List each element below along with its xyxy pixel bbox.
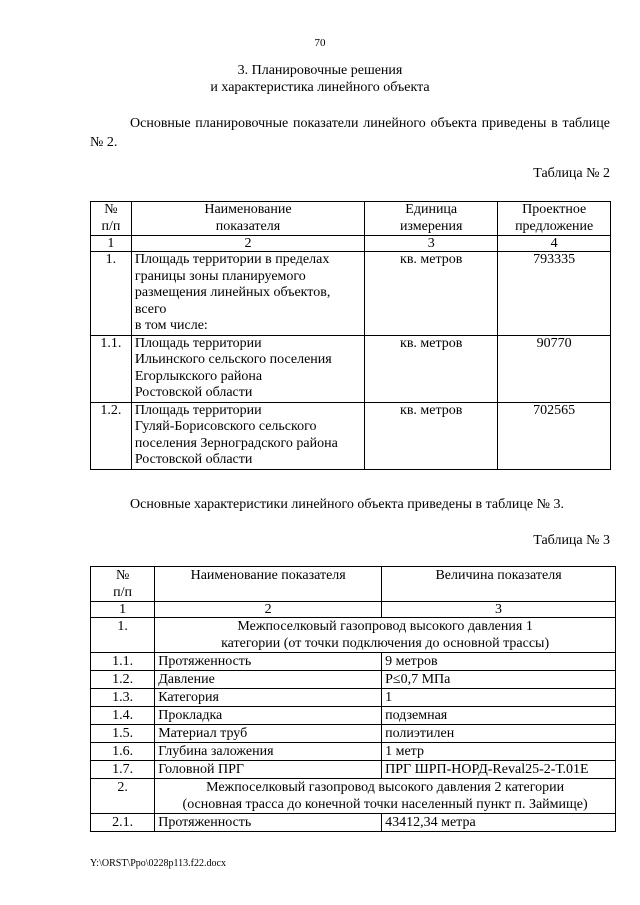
row-num: 1.: [91, 252, 132, 336]
row-unit: кв. метров: [365, 252, 498, 336]
table-row: [91, 402, 611, 469]
heading-line-2: и характеристика линейного объекта: [210, 80, 430, 95]
table2-header-name: [131, 202, 364, 236]
column-number: 3: [365, 236, 498, 252]
row-name: Головной ПРГ: [155, 761, 382, 779]
row-num: 1.3.: [91, 689, 155, 707]
section-row: [91, 779, 616, 814]
row-name-line: в том числе:: [134, 318, 208, 333]
column-number: 1: [91, 236, 132, 252]
section-title-line: Межпоселковый газопровод высокого давления 1: [237, 619, 533, 634]
row-name: Прокладка: [155, 707, 382, 725]
heading-line-1: 3. Планировочные решения: [237, 63, 403, 78]
row-value: 1: [382, 689, 616, 707]
section-heading: [0, 62, 640, 96]
table-row: [91, 707, 616, 725]
column-number: 1: [91, 602, 155, 618]
table3-header-name: Наименование показателя: [155, 567, 382, 602]
row-value: 43412,34 метра: [382, 814, 616, 832]
section-title: [155, 618, 616, 653]
table3-header-num: [91, 567, 155, 602]
row-name-line: Площадь территории в пределах: [134, 252, 330, 267]
header-text: Проектное: [522, 202, 587, 217]
row-value: 9 метров: [382, 653, 616, 671]
header-text: №: [104, 202, 118, 217]
table-row: [91, 335, 611, 402]
row-value: 1 метр: [382, 743, 616, 761]
row-name: Материал труб: [155, 725, 382, 743]
row-value: подземная: [382, 707, 616, 725]
table-row: [91, 252, 611, 336]
row-num: 1.6.: [91, 743, 155, 761]
header-text: п/п: [101, 218, 121, 234]
row-name: Глубина заложения: [155, 743, 382, 761]
row-name-line: Ростовской области: [134, 452, 253, 467]
row-value: Р≤0,7 МПа: [382, 671, 616, 689]
row-name-line: размещения линейных объектов,: [134, 285, 331, 300]
row-num: 1.1.: [91, 653, 155, 671]
table2-header-row: [91, 202, 611, 236]
section-num: 2.: [91, 779, 155, 814]
row-name-line: Площадь территории: [134, 335, 262, 351]
row-name-line: Ростовской области: [134, 385, 253, 400]
row-name-line: Егорлыкского района: [134, 368, 263, 384]
row-num: 1.5.: [91, 725, 155, 743]
table2-header-unit: [365, 202, 498, 236]
column-number: 4: [498, 236, 611, 252]
row-value: 90770: [498, 335, 611, 402]
row-name: Категория: [155, 689, 382, 707]
column-number: 2: [131, 236, 364, 252]
header-text: п/п: [113, 585, 133, 600]
row-name: Протяженность: [155, 653, 382, 671]
row-unit: кв. метров: [365, 402, 498, 469]
section-title-line: категории (от точки подключения до основной трассы): [221, 636, 550, 651]
table2-caption: Таблица № 2: [533, 166, 610, 181]
column-number: 3: [382, 602, 616, 618]
table2-column-numbers: [91, 236, 611, 252]
table-row: [91, 653, 616, 671]
header-text: измерения: [399, 218, 463, 234]
row-name-line: всего: [134, 301, 167, 317]
table2-header-value: [498, 202, 611, 236]
section-num: 1.: [91, 618, 155, 653]
header-text: предложение: [515, 218, 594, 234]
row-name: [131, 402, 364, 469]
header-text: показателя: [215, 218, 281, 234]
intro-paragraph: Основные планировочные показатели линейного объекта приведены в таблице № 2.: [90, 116, 610, 150]
second-paragraph: Основные характеристики линейного объекта приведены в таблице № 3.: [130, 497, 564, 512]
header-text: Наименование: [204, 202, 292, 217]
row-num: 1.7.: [91, 761, 155, 779]
row-num: 2.1.: [91, 814, 155, 832]
row-value: 702565: [498, 402, 611, 469]
section-title: [155, 779, 616, 814]
row-value: 793335: [498, 252, 611, 336]
header-text: №: [115, 568, 130, 583]
row-num: 1.1.: [91, 335, 132, 402]
table-planning-indicators: [90, 201, 611, 470]
section-title-line: Межпоселковый газопровод высокого давления 2 категории: [206, 780, 565, 795]
row-name-line: Площадь территории: [134, 402, 262, 418]
table-row: [91, 725, 616, 743]
section-row: [91, 618, 616, 653]
section-title-line: (основная трасса до конечной точки населенный пункт п. Займище): [182, 797, 588, 812]
table-linear-object-characteristics: [90, 566, 616, 832]
page-number: 70: [314, 37, 326, 49]
column-number: 2: [155, 602, 382, 618]
file-path-footer: Y:\ORST\Ppo\0228p113.f22.docx: [90, 858, 226, 869]
row-num: 1.2.: [91, 402, 132, 469]
table-row: [91, 671, 616, 689]
table3-header-value: Величина показателя: [382, 567, 616, 602]
row-name: Давление: [155, 671, 382, 689]
row-name-line: Ильинского сельского поселения: [134, 352, 332, 367]
row-unit: кв. метров: [365, 335, 498, 402]
header-text: Единица: [405, 202, 458, 217]
table2-header-num: [91, 202, 132, 236]
row-value: ПРГ ШРП-НОРД-Reval25-2-Т.01Е: [382, 761, 616, 779]
row-num: 1.2.: [91, 671, 155, 689]
row-name-line: границы зоны планируемого: [134, 268, 306, 284]
table3-header-row: [91, 567, 616, 602]
table-row: [91, 743, 616, 761]
table-row: [91, 814, 616, 832]
table-row: [91, 761, 616, 779]
row-name: Протяженность: [155, 814, 382, 832]
row-name-line: Гуляй-Борисовского сельского: [134, 419, 317, 434]
row-num: 1.4.: [91, 707, 155, 725]
row-name: [131, 252, 364, 336]
row-value: полиэтилен: [382, 725, 616, 743]
row-name-line: поселения Зерноградского района: [134, 435, 338, 451]
table3-caption: Таблица № 3: [533, 533, 610, 548]
row-name: [131, 335, 364, 402]
table-row: [91, 689, 616, 707]
table3-column-numbers: [91, 602, 616, 618]
